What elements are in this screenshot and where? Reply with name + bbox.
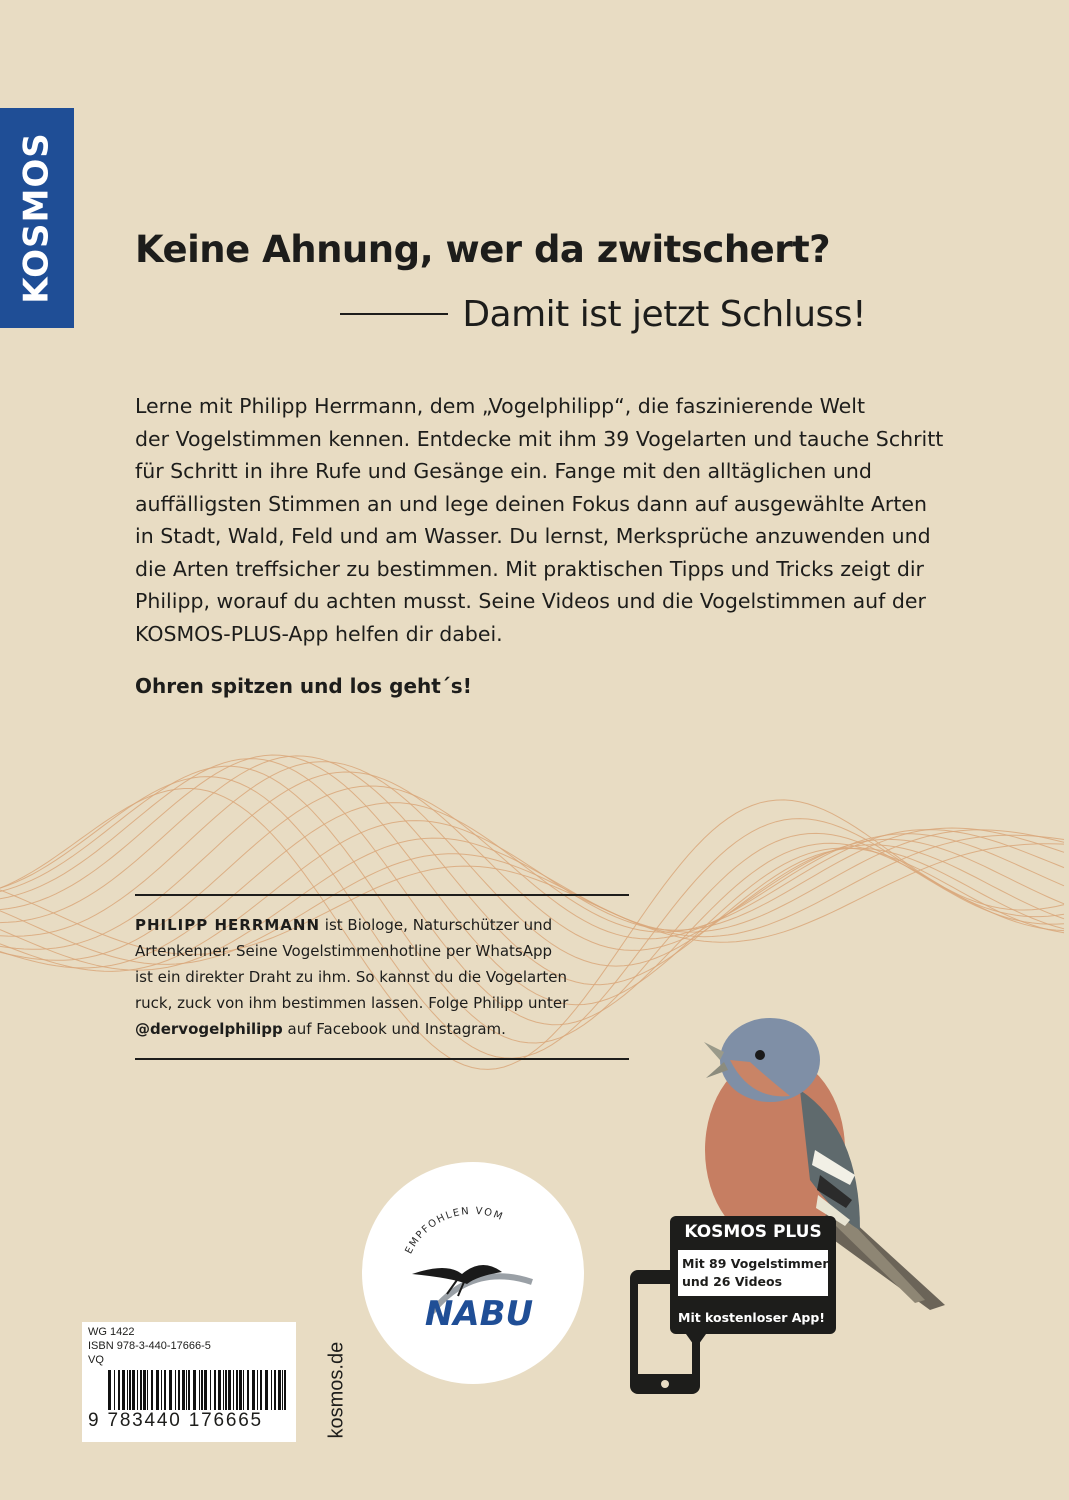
description-line: der Vogelstimmen kennen. Entdecke mit ihm 39 Vogelarten und tauche Schritt (135, 426, 944, 451)
barcode-bar (236, 1370, 238, 1410)
author-bio (135, 912, 629, 1042)
barcode-bar (137, 1370, 138, 1410)
author-bio-box (135, 894, 629, 1060)
barcode-bar (260, 1370, 262, 1410)
speech-bubble-tail (686, 1334, 706, 1348)
barcode-bar (175, 1370, 176, 1410)
barcode-bar (178, 1370, 180, 1410)
barcode-bar (204, 1370, 207, 1410)
author-bio-line: ist Biologe, Naturschützer und (320, 916, 553, 934)
kosmos-logo-text: KOSMOS (17, 132, 57, 304)
kosmos-plus-feature: Mit 89 Vogelstimmen (682, 1256, 832, 1271)
social-handle: @dervogelphilipp (135, 1020, 283, 1038)
nabu-recommendation-badge (362, 1162, 584, 1384)
barcode-bar (132, 1370, 135, 1410)
barcode-bar (278, 1370, 281, 1410)
barcode-bar (252, 1370, 255, 1410)
author-bio-line: ist ein direkter Draht zu ihm. So kannst du die Vogelarten (135, 968, 568, 986)
barcode-bar (143, 1370, 146, 1410)
kosmos-plus-footer: Mit kostenloser App! (678, 1310, 825, 1325)
subtitle-dash (340, 313, 448, 315)
barcode-bar (243, 1370, 244, 1410)
description-line: die Arten treffsicher zu bestimmen. Mit praktischen Tipps und Tricks zeigt dir (135, 556, 924, 581)
barcode-bar (129, 1370, 131, 1410)
callout-text: Ohren spitzen und los geht´s! (135, 674, 472, 698)
barcode-graphic (108, 1370, 290, 1410)
svg-text:EMPFOHLEN VOM (404, 1206, 506, 1256)
barcode-bar (282, 1370, 283, 1410)
nabu-arc-text: EMPFOHLEN VOM (403, 1205, 506, 1256)
barcode-bar (186, 1370, 187, 1410)
barcode-bar (201, 1370, 203, 1410)
description-line: in Stadt, Wald, Feld und am Wasser. Du lernst, Merksprüche anzuwenden und (135, 524, 931, 548)
barcode-bar (151, 1370, 153, 1410)
headline-title: Keine Ahnung, wer da zwitschert? (135, 228, 831, 271)
barcode-bar (161, 1370, 162, 1410)
barcode-bar (225, 1370, 227, 1410)
author-bio-line: auf Facebook und Instagram. (282, 1020, 506, 1038)
barcode-bar (218, 1370, 221, 1410)
barcode-panel (82, 1322, 296, 1442)
vq-code: VQ (88, 1354, 104, 1366)
website-url[interactable]: kosmos.de (325, 1341, 348, 1439)
barcode-bar (239, 1370, 242, 1410)
author-bio-line: Artenkenner. Seine Vogelstimmenhotline per WhatsApp (135, 942, 553, 960)
description-line: Lerne mit Philipp Herrmann, dem „Vogelphilipp“, die faszinierende Welt (135, 394, 866, 418)
headline-subtitle-row (326, 292, 866, 336)
barcode-bar (118, 1370, 120, 1410)
headline-subtitle: Damit ist jetzt Schluss! (462, 293, 866, 335)
barcode-bar (114, 1370, 115, 1410)
nabu-logo-graphic (362, 1162, 584, 1384)
barcode-bar (284, 1370, 286, 1410)
description-line: für Schritt in ihre Rufe und Gesänge ein. Fange mit den alltäglichen und (135, 459, 872, 483)
wg-code: WG 1422 (88, 1326, 135, 1338)
barcode-bar (108, 1370, 111, 1410)
barcode-bar (257, 1370, 258, 1410)
barcode-bar (228, 1370, 231, 1410)
barcode-bar (164, 1370, 166, 1410)
barcode-bar (182, 1370, 185, 1410)
description-text (135, 390, 955, 650)
barcode-bar (271, 1370, 272, 1410)
kosmos-plus-badge (670, 1216, 836, 1334)
barcode-bar (127, 1370, 128, 1410)
barcode-bar (210, 1370, 211, 1410)
kosmos-brand-tab (0, 108, 74, 328)
barcode-bar (169, 1370, 172, 1410)
kosmos-plus-title: KOSMOS PLUS (684, 1222, 822, 1242)
kosmos-plus-features (678, 1250, 832, 1296)
description-line: Philipp, worauf du achten musst. Seine Videos und die Vogelstimmen auf der (135, 589, 926, 613)
barcode-bar (247, 1370, 249, 1410)
kosmos-plus-feature: und 26 Videos (682, 1274, 783, 1289)
barcode-bar (122, 1370, 125, 1410)
barcode-bar (156, 1370, 159, 1410)
barcode-digits: 9 783440 176665 (88, 1410, 263, 1431)
barcode-bar (214, 1370, 216, 1410)
barcode-bar (274, 1370, 276, 1410)
barcode-bar (193, 1370, 196, 1410)
barcode-bar (223, 1370, 224, 1410)
barcode-bar (199, 1370, 200, 1410)
barcode-bar (265, 1370, 268, 1410)
nabu-logo: NABU (424, 1294, 534, 1334)
barcode-bar (140, 1370, 142, 1410)
isbn-text: ISBN 978-3-440-17666-5 (88, 1340, 211, 1352)
author-bio-line: ruck, zuck von ihm bestimmen lassen. Folge Philipp unter (135, 994, 569, 1012)
barcode-bar (188, 1370, 190, 1410)
description-line: KOSMOS-PLUS-App helfen dir dabei. (135, 621, 503, 646)
author-name: PHILIPP HERRMANN (135, 916, 321, 934)
barcode-bar (233, 1370, 234, 1410)
barcode-bar (147, 1370, 148, 1410)
description-line: auffälligsten Stimmen an und lege deinen Fokus dann auf ausgewählte Arten (135, 491, 927, 516)
